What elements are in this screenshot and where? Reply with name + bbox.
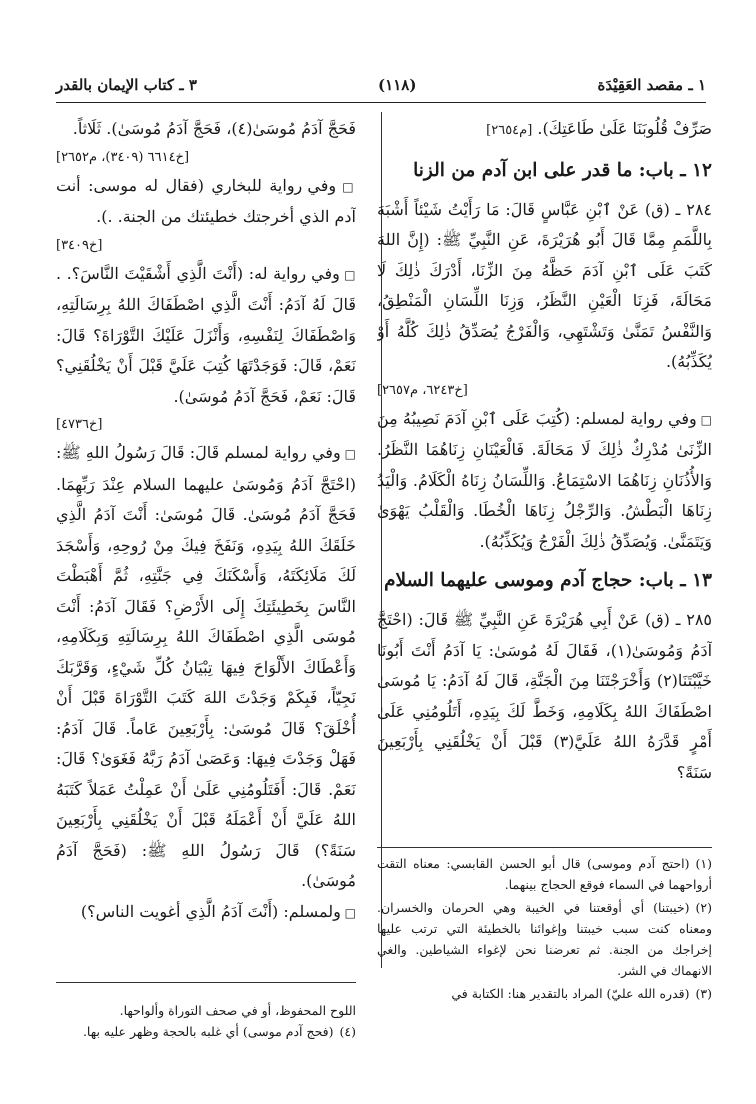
muslim-long-narration: □ وفي رواية لمسلم قَالَ: قَالَ رَسُولُ اللهِ ﷺ: (احْتَجَّ آدَمُ وَمُوسَىٰ عليهما السلام عِنْدَ رَبِّهِمَا. فَحَجَّ آدَمُ مُوسَىٰ. قَالَ مُوسَىٰ: أَنْتَ آدَمُ الَّذِي خَلَقَكَ اللهُ بِيَدِهِ، وَنَفَخَ فِيكَ مِنْ رُوحِهِ، وَأَسْجَدَ لَكَ مَلَائِكَتَهُ، وَأَسْكَنَكَ فِي جَنَّتِهِ، ثُمَّ أَهْبَطْتَ النَّاسَ بِخَطِيئَتِكَ إِلَى الأَرْضِ؟ فَقَالَ آدَمُ: أَنْتَ مُوسَى الَّذِي اصْطَفَاكَ اللهُ بِرِسَالَتِهِ وَبِكَلَامِهِ، وَأَعْطَاكَ الأَلْوَاحَ فِيهَا تِبْيَانُ كُلِّ شَيْءٍ، وَقَرَّبَكَ نَجِيّاً، فَبِكَمْ وَجَدْتَ اللهَ كَتَبَ التَّوْرَاةَ قَبْلَ أَنْ أُخْلَقَ؟ قَالَ مُوسَىٰ: بِأَرْبَعِينَ عَاماً. قَالَ آدَمُ: فَهَلْ وَجَدْتَ فِيهَا: وَعَصَىٰ آدَمُ رَبَّهُ فَغَوَىٰ؟ قَالَ: نَعَمْ. قَالَ: أَفَتَلُومُنِي عَلَىٰ أَنْ عَمِلْتُ عَمَلاً كَتَبَهُ اللهُ عَلَيَّ أَنْ أَعْمَلَهُ قَبْلَ أَنْ يَخْلُقَنِي بِأَرْبَعِينَ سَنَةً؟) قَالَ رَسُولُ اللهِ ﷺ: (فَحَجَّ آدَمُ مُوسَىٰ). (56, 443, 356, 890)
hadith-284: ٢٨٤ ـ (ق) عَنْ ٱبْنِ عَبَّاسٍ قَالَ: مَا رَأَيْتُ شَيْئاً أَشْبَهَ بِاللَّمَمِ مِمَّا قَالَ أَبُو هُرَيْرَةَ، عَنِ النَّبِيِّ ﷺ: (إِنَّ اللهَ كَتَبَ عَلَى ٱبْنِ آدَمَ حَظَّهُ مِنَ الزِّنَا، أَدْرَكَ ذٰلِكَ لَا مَحَالَةَ، فَزِنَا الْعَيْنِ النَّظَرُ، وَزِنَا اللِّسَانِ الْمَنْطِقُ، وَالنَّفْسُ تَمَنَّىٰ وَتَشْتَهِي، وَالْفَرْجُ يُصَدِّقُ ذٰلِكَ كُلَّهُ أَوْ يُكَذِّبُهُ). (377, 199, 712, 371)
page-number: (١١٨) (378, 76, 417, 94)
footnote-3: (٣)(قدره الله عليّ) المراد بالتقدير هنا: الكتابة في (451, 986, 712, 1001)
left-column (56, 114, 356, 984)
footnote-rule (377, 847, 712, 848)
narration-box-icon: □ (336, 179, 356, 194)
narration-box-icon: □ (340, 447, 356, 461)
header-section-title: ١ ـ مقصد العَقِيْدَة (597, 76, 706, 94)
footnote-4: (٤)(فحج آدم موسى) أي غلبه بالحجة وظهر عليه بها. (82, 1024, 356, 1039)
muslim-short-narration: □ ولمسلم: (أَنْتَ آدَمُ الَّذِي أغويت الناس؟) (80, 901, 356, 921)
footnote-2: (٢)(خيبتنا) أي أوقعتنا في الخيبة وهي الحرمان والخسران. ومعناه كنت سبب خيبتنا وإغوائنا بالخطيئة التي ترتب عليها إخراجك من الجنة. ثم تعرضنا نحن لإغواء الشياطين. والغي الانهماك في الشر. (377, 900, 712, 978)
bukhari-narration: □ وفي رواية للبخاري (فقال له موسى: أنت آدم الذي أخرجتك خطيئتك من الجنة. .). (56, 175, 356, 226)
prior-hadith-ending: صَرِّفْ قُلُوبَنَا عَلَىٰ طَاعَتِكَ). [م٢٦٥٤] (486, 119, 712, 138)
chapter-heading-12: ١٢ ـ باب: ما قدر على ابن آدم من الزنا (413, 159, 712, 181)
header-chapter-title: ٣ ـ كتاب الإيمان بالقدر (56, 76, 197, 94)
chapter-heading-13: ١٣ ـ باب: حجاج آدم وموسى عليهما السلام (384, 570, 712, 591)
hadith-285: ٢٨٥ ـ (ق) عَنْ أَبِي هُرَيْرَةَ عَنِ النَّبِيِّ ﷺ قَالَ: (احْتَجَّ آدَمُ وَمُوسَىٰ(١)، فَقَالَ لَهُ مُوسَىٰ: يَا آدَمُ أَنْتَ أَبُونَا خَيَّبْتَنَا(٢) وَأَخْرَجْتَنَا مِنَ الْجَنَّةِ، قَالَ لَهُ آدَمُ: يَا مُوسَىٰ اصْطَفَاكَ اللهُ بِكَلَامِهِ، وَخَطَّ لَكَ بِيَدِهِ، أَتَلُومُنِي عَلَىٰ أَمْرٍ قَدَّرَهُ اللهُ عَلَيَّ(٣) قَبْلَ أَنْ يَخْلُقَنِي بِأَرْبَعِينَ سَنَةً؟ (377, 610, 712, 782)
hadith-284-reference: [خ٦٢٤٣، م٢٦٥٧] (377, 382, 468, 398)
hadith-reference: [م٢٦٥٤] (486, 123, 533, 138)
footnotes-right (377, 853, 712, 1006)
hadith-285-continuation: فَحَجَّ آدَمُ مُوسَىٰ(٤)، فَحَجَّ آدَمُ مُوسَىٰ). ثَلَاثاً. (72, 119, 356, 138)
bukhari-second-narration: □ وفي رواية له: (أَنْتَ الَّذِي أَشْقَيْتَ النَّاسَ؟. . قَالَ لَهُ آدَمُ: أَنْتَ الَّذِي اصْطَفَاكَ اللهُ بِرِسَالَتِهِ، وَاصْطَفَاكَ لِنَفْسِهِ، وَأَنْزَلَ عَلَيْكَ التَّوْرَاةَ؟ قَالَ: نَعَمْ، قَالَ: فَوَجَدْتَهَا كُتِبَ عَلَيَّ قَبْلَ أَنْ يَخْلُقَنِي؟ قَالَ: نَعَمْ، فَحَجَّ آدَمُ مُوسَىٰ). (56, 263, 356, 406)
second-narration-reference: [خ٤٧٣٦] (56, 417, 103, 432)
page-header (56, 70, 706, 100)
hadith-285-reference: [خ٦٦١٤ (٣٤٠٩)، م٢٦٥٢] (56, 149, 190, 165)
header-rule (56, 102, 706, 103)
narration-box-icon: □ (696, 412, 712, 427)
muslim-narration: □ وفي رواية لمسلم: (كُتِبَ عَلَى ٱبْنِ آدَمَ نَصِيبُهُ مِنَ الزِّنَىٰ مُدْرِكٌ ذٰلِكَ لَا مَحَالَةَ. فَالْعَيْنَانِ زِنَاهُمَا النَّظَرُ. وَالأُذُنَانِ زِنَاهُمَا الاسْتِمَاعُ. وَاللِّسَانُ زِنَاهُ الْكَلَامُ. وَالْيَدُ زِنَاهَا الْبَطْشُ. وَالرِّجْلُ زِنَاهَا الْخُطَا. وَالْقَلْبُ يَهْوَىٰ وَيَتَمَنَّىٰ. وَيُصَدِّقُ ذٰلِكَ الْفَرْجُ وَيُكَذِّبُهُ). (377, 408, 712, 551)
footnotes-left (56, 1000, 356, 1044)
footnote-3-continuation: اللوح المحفوظ، أو في صحف التوراة وألواحها. (119, 1003, 356, 1018)
footnote-1: (١)(احتج آدم وموسى) قال أبو الحسن القابسي: معناه التقت أرواحهما في السماء فوقع الحجاج بينهما. (377, 856, 712, 892)
bukhari-reference: [خ٣٤٠٩] (56, 237, 103, 253)
footnote-rule (56, 982, 356, 983)
narration-box-icon: □ (340, 905, 356, 920)
narration-box-icon: □ (339, 267, 356, 282)
right-column (377, 114, 712, 794)
